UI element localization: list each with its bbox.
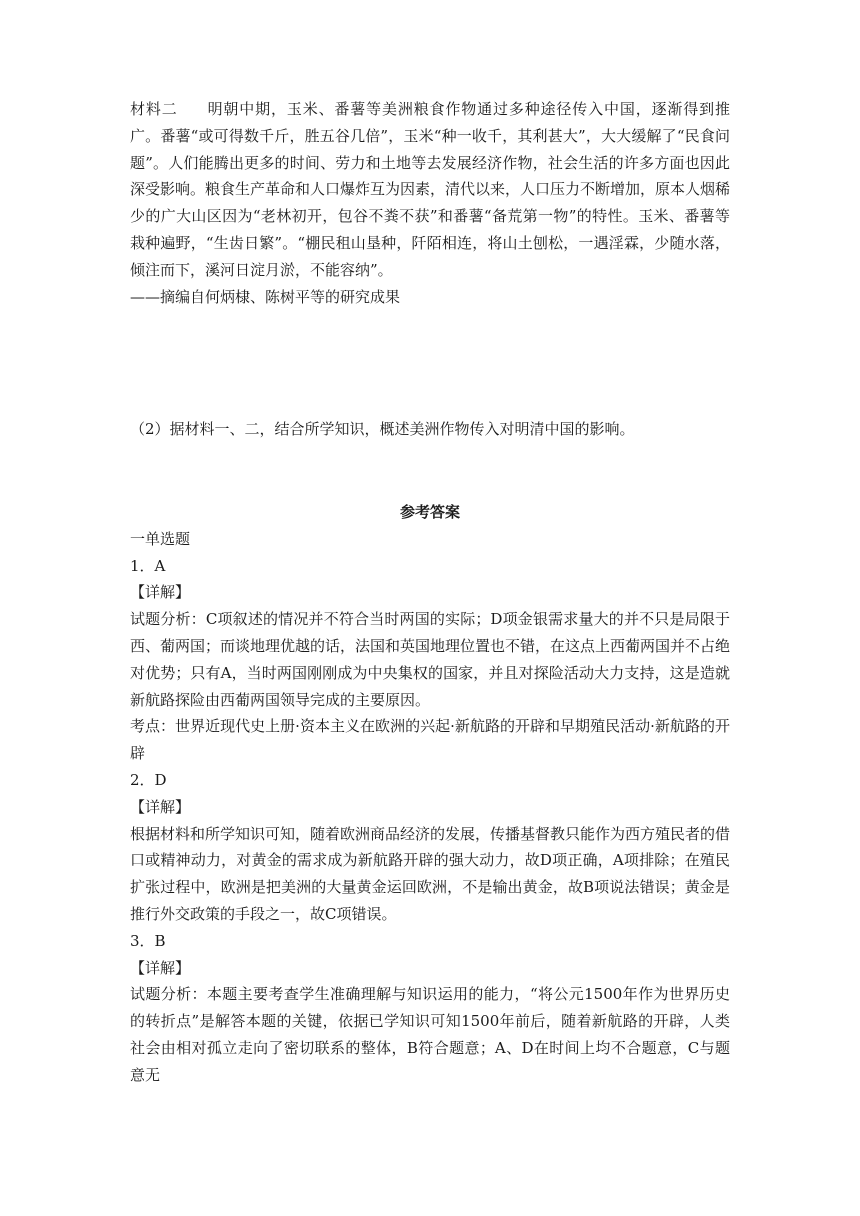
answer-number: 1．A bbox=[130, 556, 166, 575]
answer-number: 2．D bbox=[130, 770, 167, 789]
material-two-text: 明朝中期，玉米、番薯等美洲粮食作物通过多种途径传入中国，逐渐得到推广。番薯“或可得数千斤，胜五谷几倍”，玉米“种一收千，其利甚大”，大大缓解了“民食问题”。人们能腾出更多的时间、劳力和土地等去发展经济作物，社会生活的许多方面也因此深受影响。粮食生产革命和人口爆炸互为因素，清代以来，人口压力不断增加，原本人烟稀少的广大山区因为“老林初开，包谷不粪不获”和番薯“备荒第一物”的特性。玉米、番薯等栽种遍野，“生齿日繁”。“棚民租山垦种，阡陌相连，将山土刨松，一遇淫霖，少随水落，倾注而下，溪河日淀月淤，不能容纳”。 bbox=[130, 100, 731, 279]
section-heading: 一单选题 bbox=[130, 529, 191, 548]
detail-label: 【详解】 bbox=[130, 797, 191, 816]
detail-label: 【详解】 bbox=[130, 958, 191, 977]
material-two-source: ——摘编自何炳棣、陈树平等的研究成果 bbox=[130, 287, 401, 306]
answer-kaodian: 考点：世界近现代史上册·资本主义在欧洲的兴起·新航路的开辟和早期殖民活动·新航路的开辟 bbox=[130, 717, 730, 763]
material-two-block bbox=[130, 96, 730, 310]
answer-analysis: 试题分析：C项叙述的情况并不符合当时两国的实际；D项金银需求量大的并不只是局限于西、葡两国；而谈地理优越的话，法国和英国地理位置也不错，在这点上西葡两国并不占绝对优势；只有A，当时两国刚刚成为中央集权的国家，并且对探险活动大力支持，这是造就新航路探险由西葡两国领导完成的主要原因。 bbox=[130, 610, 731, 709]
answer-item-2 bbox=[130, 767, 730, 928]
answer-item-1 bbox=[130, 553, 730, 767]
detail-label: 【详解】 bbox=[130, 583, 191, 602]
material-two-label: 材料二 bbox=[130, 100, 178, 118]
answer-analysis: 根据材料和所学知识可知，随着欧洲商品经济的发展，传播基督教只能作为西方殖民者的借口或精神动力，对黄金的需求成为新航路开辟的强大动力，故D项正确，A项排除；在殖民扩张过程中，欧洲是把美洲的大量黄金运回欧洲，不是输出黄金，故B项说法错误；黄金是推行外交政策的手段之一，故C项错误。 bbox=[130, 824, 731, 923]
answer-item-3 bbox=[130, 928, 730, 1089]
material-two-paragraph bbox=[130, 96, 730, 284]
answers-title: 参考答案 bbox=[399, 503, 460, 521]
answer-number: 3．B bbox=[130, 931, 166, 950]
question-2: （2）据材料一、二，结合所学知识，概述美洲作物传入对明清中国的影响。 bbox=[130, 420, 635, 438]
answer-analysis: 试题分析：本题主要考查学生准确理解与知识运用的能力，“将公元1500年作为世界历史的转折点”是解答本题的关键，依据已学知识可知1500年前后，随着新航路的开辟，人类社会由相对孤立走向了密切联系的整体，B符合题意；A、D在时间上均不合题意，C与题意无 bbox=[130, 985, 730, 1084]
answer-section bbox=[130, 499, 730, 1089]
